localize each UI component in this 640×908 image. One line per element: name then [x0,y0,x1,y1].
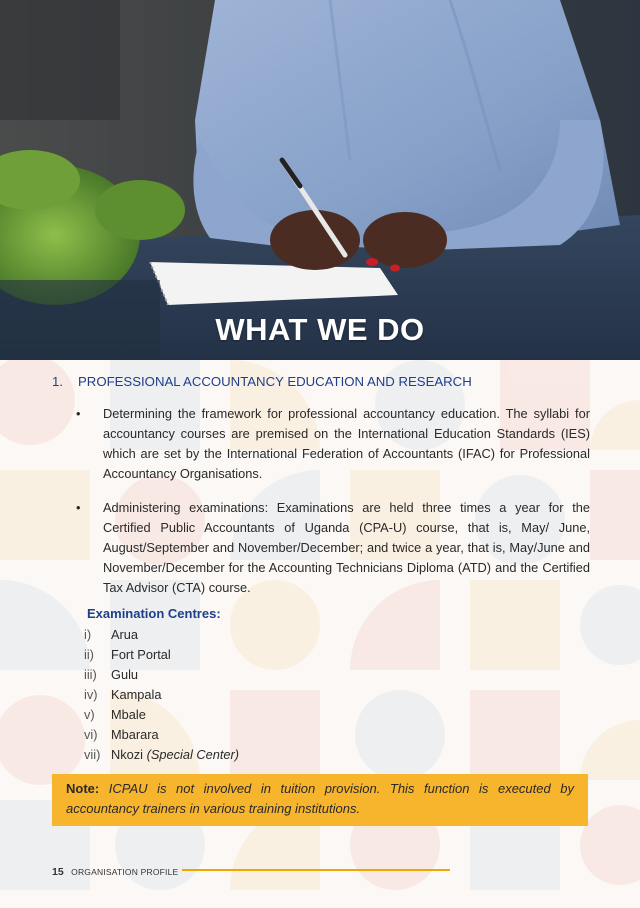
footer-rule [182,869,450,871]
list-numeral: i) [84,627,92,642]
hero-image [0,0,640,360]
list-numeral: ii) [84,647,94,662]
page-footer [52,862,452,876]
list-item [84,725,239,745]
note-label: Note: [66,781,100,796]
centre-name: Mbarara [111,727,159,742]
centre-suffix: (Special Center) [146,747,240,762]
centre-name: Kampala [111,687,162,702]
list-item [84,625,239,645]
note-box [52,774,588,826]
list-item [84,685,239,705]
note-text: ICPAU is not involved in tuition provision. This function is executed by accountancy trainers in various training institutions. [66,781,574,816]
section-heading [52,374,472,389]
bullet-item [74,498,590,598]
list-item [84,705,239,725]
list-numeral: vii) [84,747,101,762]
centre-name: Arua [111,627,139,642]
page-number: 15 [52,866,64,878]
footer-label: ORGANISATION PROFILE [71,867,179,877]
centre-name: Fort Portal [111,647,171,662]
list-numeral: v) [84,707,95,722]
page-title: WHAT WE DO [215,312,425,347]
list-numeral: iv) [84,687,98,702]
list-numeral: vi) [84,727,98,742]
section-number: 1. [52,374,63,389]
centre-name: Mbale [111,707,146,722]
writing-photo-illustration [0,0,640,360]
section-heading-text: PROFESSIONAL ACCOUNTANCY EDUCATION AND RESEARCH [78,374,472,389]
list-numeral: iii) [84,667,97,682]
bullet-list [74,404,590,598]
bullet-text: Administering examinations: Examinations are held three times a year for the Certified Public Accountants of Uganda (CPA-U) course, that is, May/ June, August/September and November/December; and twice a year, that is, May/June and November/December for the Accounting Technicians Diploma (ATD) and the Certified Tax Advisor (CTA) course. [103,500,590,595]
bullet-dot: • [76,406,81,421]
bullet-item [74,404,590,484]
bullet-text: Determining the framework for professional accountancy education. The syllabi for accountancy courses are premised on the International Education Standards (IES) which are set by the International Federation of Accountants (IFAC) for Professional Accountancy Organisations. [103,406,590,481]
list-item [84,665,239,685]
list-item [84,645,239,665]
list-item [84,745,239,765]
centre-name: Nkozi [111,747,143,762]
centre-name: Gulu [111,667,139,682]
bullet-dot: • [76,500,81,515]
centres-title: Examination Centres: [87,606,221,621]
centres-list [84,625,239,765]
